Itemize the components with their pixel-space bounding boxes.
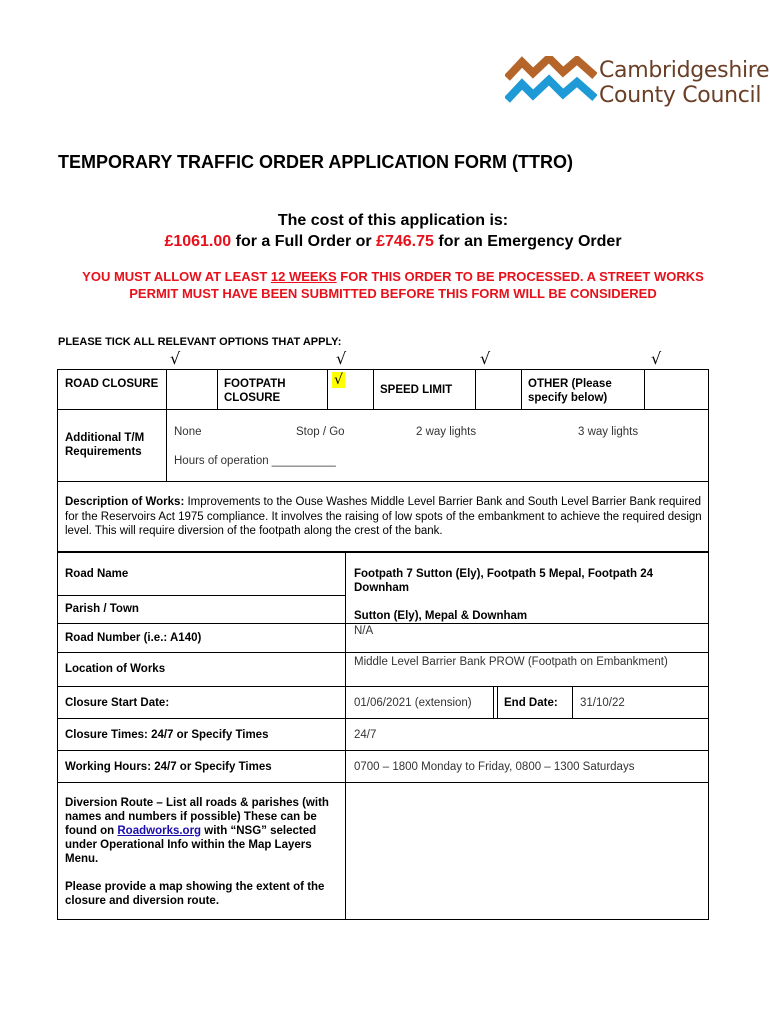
location-value[interactable] <box>354 655 674 669</box>
logo-line-1: Cambridgeshire <box>599 58 770 83</box>
logo-line-2: County Council <box>599 83 762 108</box>
description-of-works <box>65 495 705 539</box>
check-mark-other: √ <box>651 349 662 368</box>
diversion-route-field[interactable] <box>347 784 707 918</box>
start-date-label: Closure Start Date: <box>65 697 170 709</box>
closure-times-value[interactable]: 24/7 <box>354 729 377 741</box>
speed-limit-tick-box[interactable] <box>477 371 520 408</box>
parish-value[interactable]: Sutton (Ely), Mepal & Downham <box>354 610 528 622</box>
diversion-map-instruction: Please provide a map showing the extent of the closure and diversion route. <box>65 881 325 907</box>
road-closure-tick-box[interactable] <box>168 371 216 408</box>
location-label: Location of Works <box>65 663 166 675</box>
tm-three-way-option[interactable] <box>578 425 641 439</box>
tm-requirements-label: Additional T/M Requirements <box>65 432 145 458</box>
roadworks-link[interactable]: Roadworks.org <box>117 825 202 837</box>
full-order-price: £1061.00 <box>164 233 232 250</box>
emergency-order-text: for an Emergency Order <box>433 233 622 250</box>
description-text: Improvements to the Ouse Washes Middle Level Barrier Bank and South Level Barrier Bank required for the Reservoirs Act 1975 compliance. It involves the raising of low spots of the embankment to achieve the required design level. This will require diversion of the footpath along the crest of the bank. <box>65 496 702 537</box>
full-order-text: for a Full Order or <box>231 233 377 250</box>
diversion-text-b: with “NSG” selected under Operational Info within the Map Layers Menu. <box>65 825 317 865</box>
tm-hours-field[interactable]: Hours of operation __________ <box>174 455 336 467</box>
closure-times-label: Closure Times: 24/7 or Specify Times <box>65 729 269 741</box>
diversion-text-a: Diversion Route – List all roads & parishes (with names and numbers if possible) These can be found on <box>65 797 329 837</box>
other-tick-box[interactable] <box>646 371 708 408</box>
location-value-a: Middle Level Barrier Bank PROW <box>354 656 528 668</box>
check-mark-footpath: √ <box>336 349 347 368</box>
working-hours-value[interactable]: 0700 – 1800 Monday to Friday, 0800 – 1300 Saturdays <box>354 761 635 773</box>
working-hours-label: Working Hours: 24/7 or Specify Times <box>65 761 272 773</box>
road-name-label: Road Name <box>65 568 129 580</box>
tm-none-label: None <box>174 426 202 438</box>
tick-instruction: PLEASE TICK ALL RELEVANT OPTIONS THAT APPLY: <box>58 336 342 348</box>
form-title: TEMPORARY TRAFFIC ORDER APPLICATION FORM (TTRO) <box>58 152 573 172</box>
road-name-value[interactable]: Footpath 7 Sutton (Ely), Footpath 5 Mepal, Footpath 24 Downham <box>354 568 653 594</box>
logo-wordmark <box>599 58 769 108</box>
road-number-label: Road Number (i.e.: A140) <box>65 632 202 644</box>
other-label: OTHER (Please specify below) <box>528 378 612 404</box>
cost-heading: The cost of this application is: <box>277 212 509 229</box>
tm-two-way-label: 2 way lights <box>416 426 477 438</box>
road-number-value[interactable]: N/A <box>354 625 374 637</box>
warning-part-2: FOR THIS ORDER TO BE PROCESSED. A STREET WORKS PERMIT MUST HAVE BEEN SUBMITTED BEFORE THIS FORM WILL BE CONSIDERED <box>129 269 704 301</box>
tm-two-way-option[interactable] <box>416 425 489 439</box>
footpath-closure-checked-icon: √ <box>334 372 343 388</box>
end-date-label: End Date: <box>504 697 558 709</box>
road-closure-label: ROAD CLOSURE <box>65 378 159 390</box>
start-date-value[interactable]: 01/06/2021 (extension) <box>354 697 472 709</box>
location-value-b: (Footpath on Embankment) <box>527 656 668 668</box>
footpath-closure-label: FOOTPATH CLOSURE <box>224 378 286 404</box>
description-label: Description of Works: <box>65 496 185 508</box>
emergency-order-price: £746.75 <box>376 233 434 250</box>
tm-none-option[interactable] <box>174 425 208 439</box>
footpath-closure-tick-box[interactable] <box>329 371 372 408</box>
council-logo <box>505 56 597 106</box>
speed-limit-label: SPEED LIMIT <box>380 384 453 396</box>
warning-part-1: YOU MUST ALLOW AT LEAST <box>82 269 271 284</box>
warning-notice <box>60 269 726 302</box>
check-mark-road: √ <box>170 349 181 368</box>
warning-weeks: 12 WEEKS <box>270 269 337 284</box>
end-date-value[interactable]: 31/10/22 <box>580 697 625 709</box>
tm-stop-go-label: Stop / Go <box>296 426 345 438</box>
diversion-instructions <box>65 796 340 866</box>
tm-stop-go-option[interactable] <box>296 425 348 439</box>
check-mark-speed: √ <box>480 349 491 368</box>
cost-line <box>0 233 770 251</box>
parish-label: Parish / Town <box>65 603 139 615</box>
tm-three-way-label: 3 way lights <box>578 426 639 438</box>
